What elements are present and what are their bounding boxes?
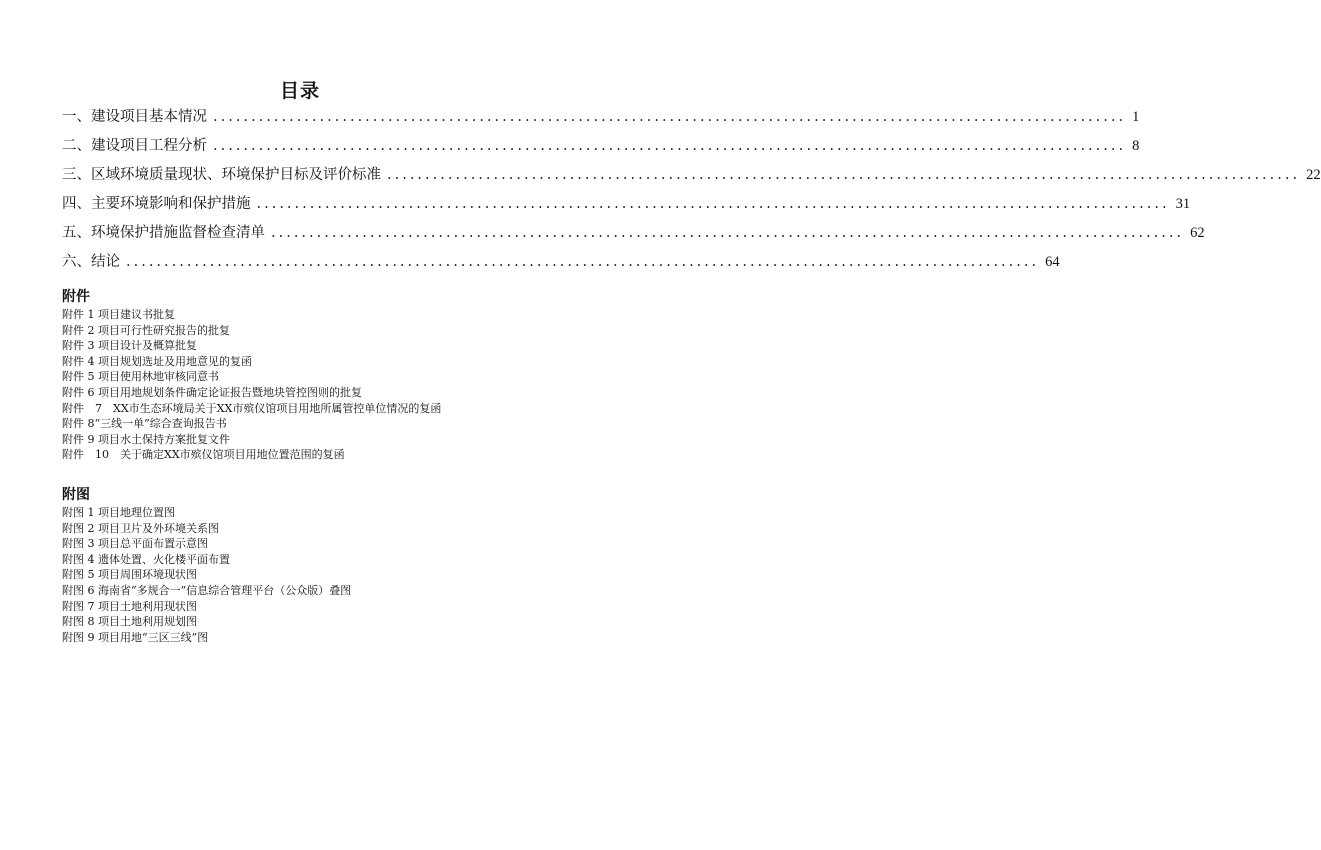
toc-entry-page: 1 xyxy=(1132,109,1140,125)
figures-heading: 附图 xyxy=(62,487,90,503)
toc-title: 目录 xyxy=(279,80,320,102)
toc-entry-page: 8 xyxy=(1132,138,1140,154)
attachments-heading: 附件 xyxy=(62,289,90,305)
toc-entry-label: 六、结论 xyxy=(62,254,120,270)
toc-leader-dots: ........................................................................................................................ xyxy=(387,167,1301,183)
attachment-item: 附件 9 项目水土保持方案批复文件 xyxy=(62,432,230,446)
toc-entry-label: 三、区域环境质量现状、环境保护目标及评价标准 xyxy=(62,167,381,183)
figure-item: 附图 8 项目土地利用规划图 xyxy=(62,615,197,629)
attachment-item: 附件 8“三线一单”综合查询报告书 xyxy=(62,417,227,431)
toc-entry-page: 62 xyxy=(1190,225,1205,241)
attachments-section xyxy=(62,288,532,463)
toc-entry-page: 31 xyxy=(1175,196,1191,212)
figure-item: 附图 7 项目土地利用现状图 xyxy=(62,599,197,613)
toc-entry-label: 二、建设项目工程分析 xyxy=(62,138,207,154)
figure-item: 附图 4 遗体处置、火化楼平面布置 xyxy=(62,552,230,566)
attachment-item: 附件 4 项目规划选址及用地意见的复函 xyxy=(62,354,252,368)
toc-entry[interactable] xyxy=(62,242,1060,271)
attachment-item: 附件 6 项目用地规划条件确定论证报告暨地块管控图则的批复 xyxy=(62,385,362,399)
attachment-item: 附件 1 项目建议书批复 xyxy=(62,308,175,321)
figure-item: 附图 1 项目地理位置图 xyxy=(62,506,175,519)
toc-entry-label: 一、建设项目基本情况 xyxy=(62,109,207,125)
figures-section xyxy=(62,486,532,645)
figure-item: 附图 9 项目用地“三区三线”图 xyxy=(62,630,209,644)
toc-entry-label: 五、环境保护措施监督检查清单 xyxy=(62,225,265,241)
toc-entry[interactable] xyxy=(62,126,1140,155)
table-of-contents xyxy=(62,97,1321,271)
toc-leader-dots: ........................................................................................................................ xyxy=(126,254,1040,270)
toc-entry[interactable] xyxy=(62,97,1140,126)
attachment-item: 附件 3 项目设计及概算批复 xyxy=(62,339,197,353)
attachment-item: 附件 5 项目使用林地审核同意书 xyxy=(62,370,219,384)
figure-item: 附图 6 海南省“多规合一”信息综合管理平台（公众版）叠图 xyxy=(62,583,352,597)
attachment-item: 附件 7 XX市生态环境局关于XX市殡仪馆项目用地所属管控单位情况的复函 xyxy=(62,401,442,415)
attachment-item: 附件 2 项目可行性研究报告的批复 xyxy=(62,323,230,337)
toc-entry-page: 22 xyxy=(1306,167,1321,183)
toc-entry[interactable] xyxy=(62,213,1205,242)
figure-item: 附图 5 项目周围环境现状图 xyxy=(62,568,197,582)
toc-entry-page: 64 xyxy=(1045,254,1060,270)
toc-entry-label: 四、主要环境影响和保护措施 xyxy=(62,196,251,212)
toc-entry[interactable] xyxy=(62,155,1321,184)
toc-leader-dots: ........................................................................................................................ xyxy=(213,109,1127,125)
attachment-item: 附件 10 关于确定XX市殡仪馆项目用地位置范围的复函 xyxy=(62,448,345,462)
toc-entry[interactable] xyxy=(62,184,1191,213)
figure-item: 附图 2 项目卫片及外环境关系图 xyxy=(62,521,219,535)
toc-leader-dots: ........................................................................................................................ xyxy=(271,225,1185,241)
toc-leader-dots: ........................................................................................................................ xyxy=(213,138,1127,154)
toc-leader-dots: ........................................................................................................................ xyxy=(256,196,1170,212)
figure-item: 附图 3 项目总平面布置示意图 xyxy=(62,537,208,551)
